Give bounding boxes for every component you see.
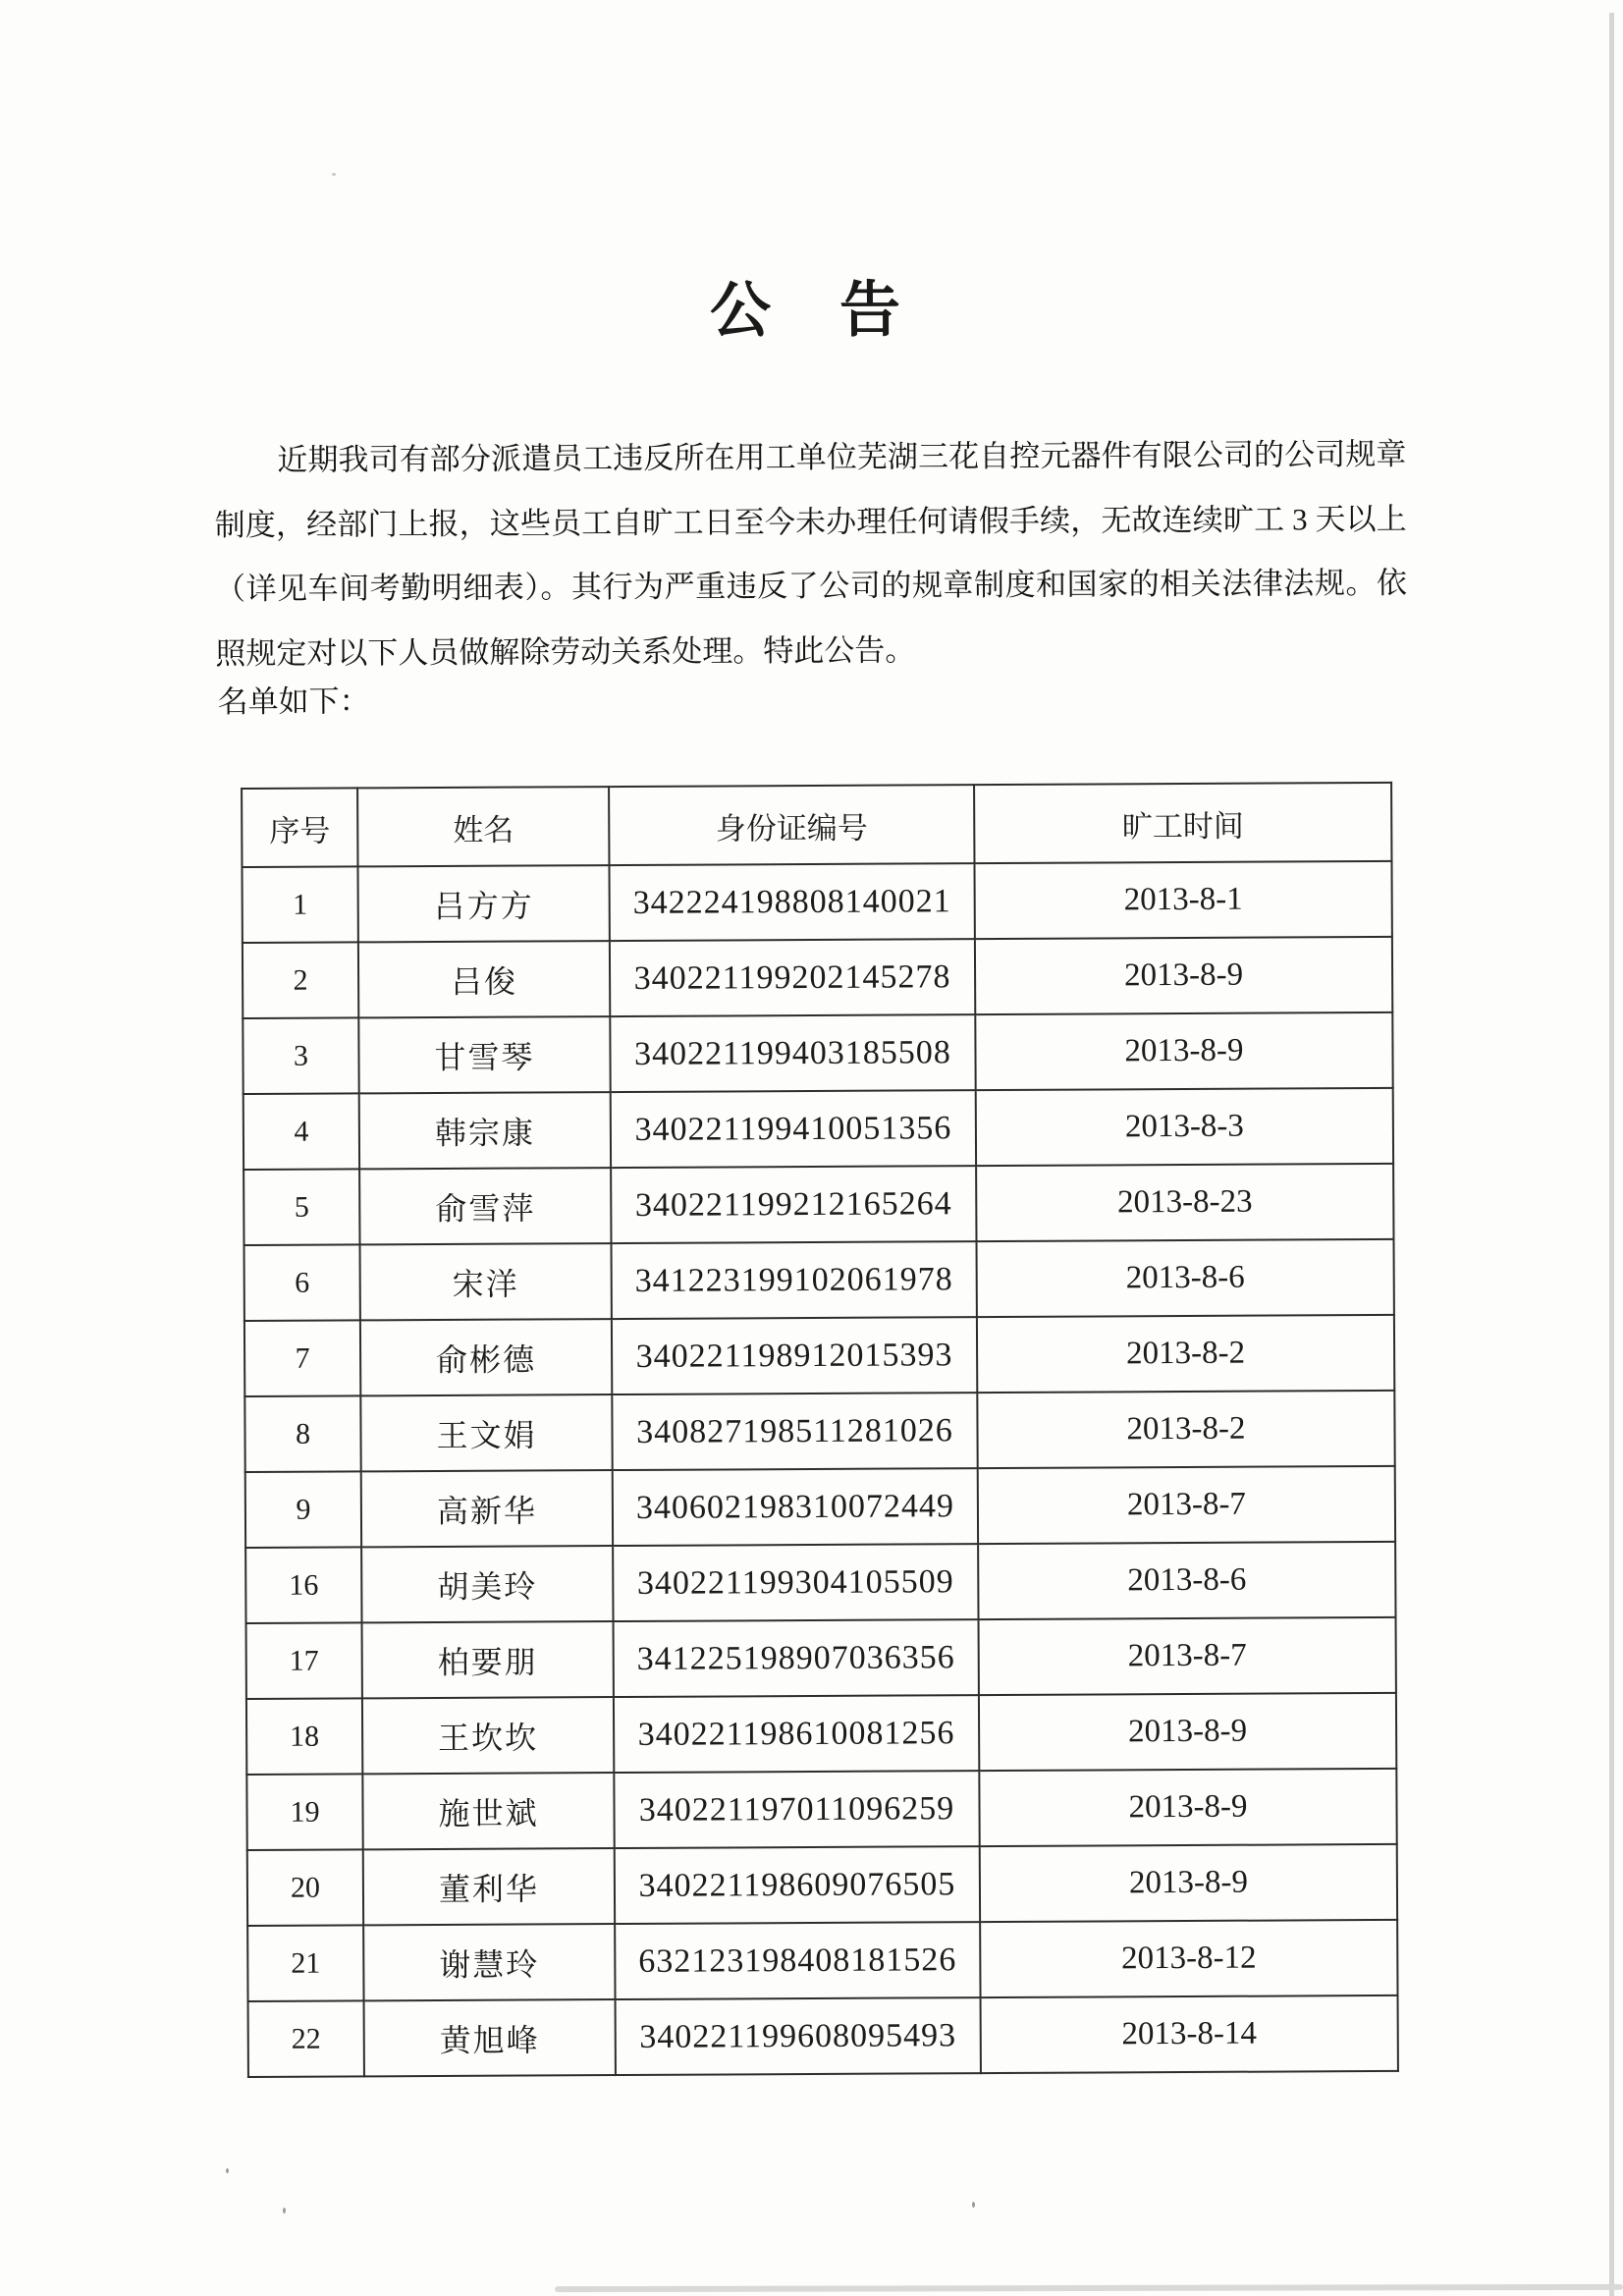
cell-name: 吕俊 <box>358 941 610 1017</box>
cell-name: 吕方方 <box>357 865 609 942</box>
cell-name: 高新华 <box>361 1470 613 1547</box>
scan-edge-right-artifact <box>1609 13 1614 2296</box>
table-row <box>246 1693 1396 1775</box>
table-row <box>247 1920 1397 2001</box>
cell-absence-date: 2013-8-9 <box>975 937 1392 1014</box>
cell-absence-date: 2013-8-7 <box>979 1617 1396 1695</box>
table-row <box>243 937 1392 1018</box>
cell-id-number: 340602198310072449 <box>613 1468 978 1546</box>
notice-table-body <box>242 861 1397 2077</box>
cell-name: 俞雪萍 <box>359 1168 611 1244</box>
cell-index: 17 <box>246 1622 362 1699</box>
cell-name: 王坎坎 <box>362 1697 614 1774</box>
cell-index: 19 <box>246 1774 362 1850</box>
table-row <box>242 861 1391 943</box>
cell-absence-date: 2013-8-9 <box>975 1012 1392 1090</box>
cell-name: 黄旭峰 <box>364 1999 616 2076</box>
cell-id-number: 340221199403185508 <box>610 1014 975 1092</box>
table-row <box>244 1315 1394 1396</box>
col-header-index: 序号 <box>242 788 357 867</box>
cell-name: 董利华 <box>363 1848 615 1925</box>
cell-id-number: 341225198907036356 <box>614 1619 979 1697</box>
cell-id-number: 340221199212165264 <box>611 1166 976 1243</box>
cell-id-number: 632123198408181526 <box>615 1922 980 1999</box>
cell-absence-date: 2013-8-23 <box>976 1164 1393 1241</box>
notice-table-header-row <box>242 783 1391 867</box>
cell-absence-date: 2013-8-9 <box>979 1769 1396 1846</box>
cell-index: 18 <box>246 1698 362 1775</box>
list-intro-label: 名单如下： <box>217 683 370 720</box>
notice-body-paragraph: 近期我司有部分派遣员工违反所在用工单位芜湖三花自控元器件有限公司的公司规章制度，经部门上报，这些员工自旷工日至今未办理任何请假手续，无故连续旷工 3 天以上（详见车间考勤明细表）。其行为严重违反了公司的规章制度和国家的相关法律法规。依照规定对以下人员做解除劳动关系处理。特此公告。 <box>214 436 1408 671</box>
cell-absence-date: 2013-8-14 <box>981 1995 1398 2073</box>
cell-id-number: 342224198808140021 <box>609 863 974 941</box>
table-row <box>243 1164 1393 1245</box>
cell-index: 9 <box>245 1471 361 1548</box>
col-header-id-number: 身份证编号 <box>609 785 974 865</box>
cell-id-number: 340221198912015393 <box>612 1317 977 1394</box>
cell-name: 甘雪琴 <box>358 1016 610 1093</box>
scan-speck <box>972 2202 975 2208</box>
cell-name: 宋洋 <box>360 1243 612 1320</box>
cell-index: 20 <box>247 1849 363 1926</box>
cell-index: 7 <box>244 1320 360 1396</box>
cell-absence-date: 2013-8-6 <box>978 1542 1395 1619</box>
table-row <box>248 1995 1398 2077</box>
cell-id-number: 340221198609076505 <box>615 1846 980 1924</box>
col-header-name: 姓名 <box>357 787 609 866</box>
col-header-absence-date: 旷工时间 <box>974 783 1391 863</box>
scan-speck <box>332 173 336 176</box>
cell-absence-date: 2013-8-2 <box>977 1315 1394 1393</box>
cell-id-number: 340221199608095493 <box>616 1997 981 2075</box>
cell-absence-date: 2013-8-12 <box>980 1920 1397 1997</box>
cell-name: 胡美玲 <box>361 1546 613 1622</box>
cell-name: 韩宗康 <box>359 1092 611 1169</box>
cell-absence-date: 2013-8-6 <box>977 1239 1394 1317</box>
cell-id-number: 340827198511281026 <box>612 1393 977 1470</box>
cell-absence-date: 2013-8-1 <box>974 861 1391 939</box>
cell-index: 16 <box>245 1547 361 1623</box>
cell-index: 2 <box>243 942 358 1018</box>
cell-index: 6 <box>244 1244 360 1321</box>
scan-speck <box>226 2168 229 2173</box>
table-row <box>246 1769 1396 1850</box>
cell-absence-date: 2013-8-2 <box>977 1391 1394 1468</box>
notice-table-container <box>241 782 1399 2078</box>
cell-id-number: 340221199304105509 <box>613 1544 978 1621</box>
cell-name: 柏要朋 <box>362 1621 614 1698</box>
cell-name: 王文娟 <box>360 1394 612 1471</box>
page-title: 公 告 <box>709 277 905 346</box>
table-row <box>243 1012 1392 1094</box>
table-row <box>244 1239 1394 1321</box>
notice-table <box>241 782 1399 2078</box>
cell-name: 谢慧玲 <box>363 1924 615 2000</box>
table-row <box>246 1617 1396 1699</box>
cell-id-number: 340221199410051356 <box>611 1090 976 1168</box>
cell-id-number: 340221199202145278 <box>610 939 975 1016</box>
table-row <box>245 1542 1395 1623</box>
table-row <box>247 1844 1397 1926</box>
cell-absence-date: 2013-8-3 <box>976 1088 1393 1166</box>
cell-id-number: 340221197011096259 <box>614 1771 979 1848</box>
cell-id-number: 340221198610081256 <box>614 1695 979 1773</box>
scan-speck <box>283 2208 286 2214</box>
cell-absence-date: 2013-8-9 <box>980 1844 1397 1922</box>
cell-index: 22 <box>248 2000 364 2077</box>
cell-index: 8 <box>244 1395 360 1472</box>
cell-name: 俞彬德 <box>360 1319 612 1395</box>
table-row <box>245 1466 1395 1548</box>
cell-absence-date: 2013-8-9 <box>979 1693 1396 1771</box>
cell-index: 5 <box>243 1169 359 1245</box>
cell-name: 施世斌 <box>362 1773 614 1849</box>
cell-index: 3 <box>243 1017 358 1094</box>
table-row <box>244 1391 1394 1472</box>
cell-absence-date: 2013-8-7 <box>978 1466 1395 1544</box>
cell-index: 1 <box>242 866 357 943</box>
cell-id-number: 341223199102061978 <box>612 1241 977 1319</box>
cell-index: 21 <box>247 1925 363 2001</box>
notice-table-head <box>242 783 1391 867</box>
cell-index: 4 <box>243 1093 359 1170</box>
table-row <box>243 1088 1393 1170</box>
